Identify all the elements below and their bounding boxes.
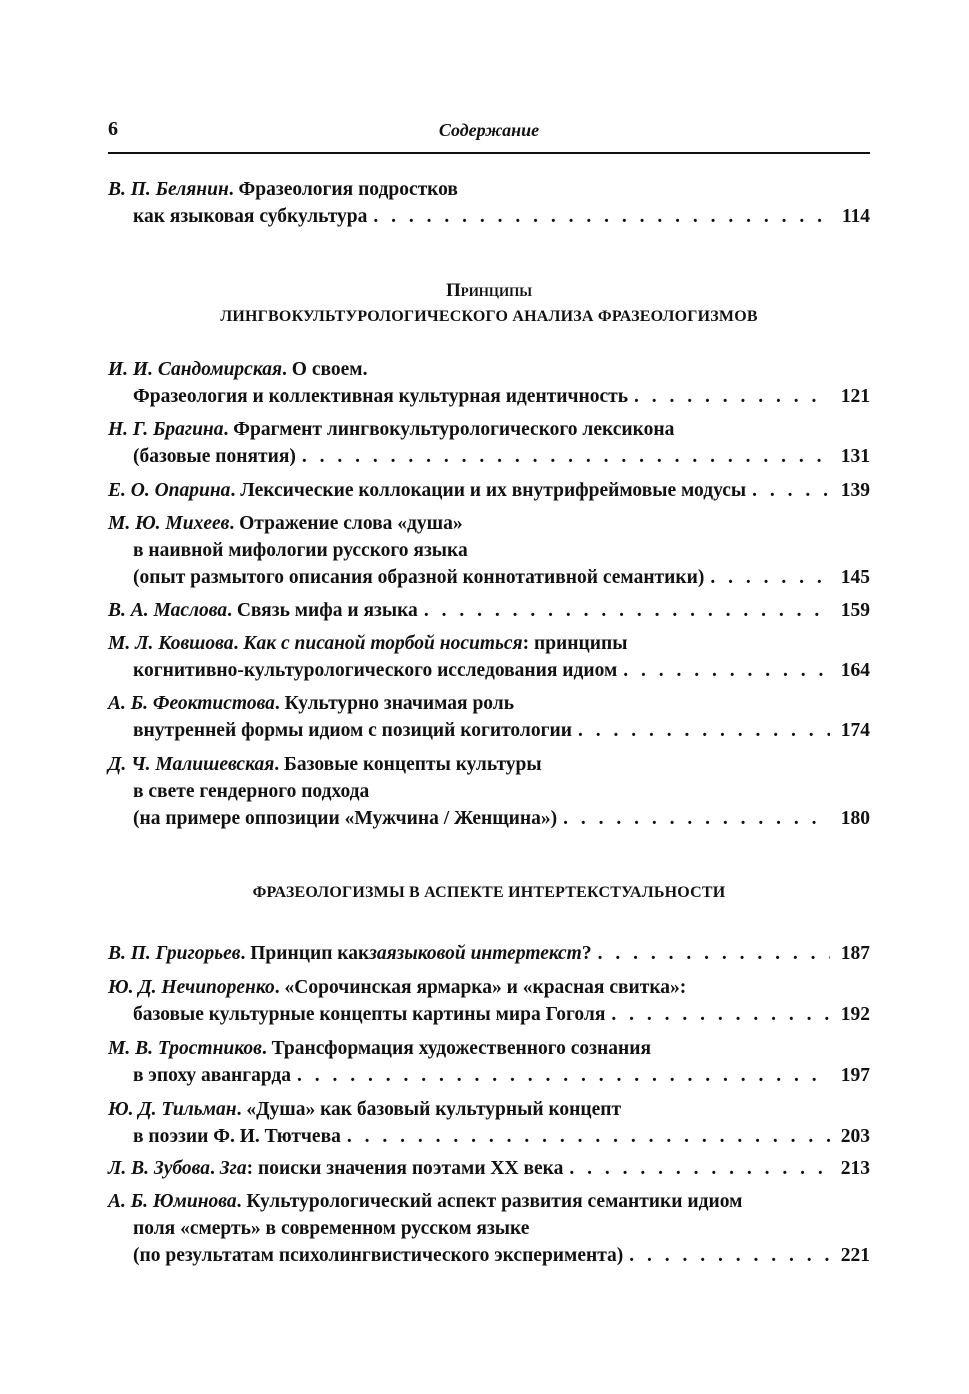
toc-page-number: 114 [841,206,870,227]
toc-page-number: 174 [840,720,870,741]
toc-entry[interactable]: А. Б. Феоктистова . Культурно значимая роль внутренней формы идиом с позиций когитологии . . . 174 [108,690,870,744]
toc-entry[interactable]: Д. Ч. Малишевская . Базовые концепты культуры в свете гендерного подхода (на примере оппозиции «Мужчина / Женщина») . . . 180 [108,751,870,832]
leader-dots [297,1062,830,1089]
toc-entry[interactable]: М. Ю. Михеев . Отражение слова «душа» в наивной мифологии русского языка (опыт размытого описания образной коннотативной семантики) . . . 145 [108,510,870,591]
leader-dots [373,203,830,230]
section-title: ФРАЗЕОЛОГИЗМЫ В АСПЕКТЕ ИНТЕРТЕКСТУАЛЬНОСТИ [252,884,726,901]
toc-title: в поэзии Ф. И. Тютчева [133,1126,341,1147]
toc-entry[interactable]: Ю. Д. Нечипоренко . «Сорочинская ярмарка» и «красная свитка»: базовые культурные концепты картины мира Гоголя . . . 192 [108,974,870,1028]
toc-title: в эпоху авангарда [133,1065,292,1086]
toc-author: Н. Г. Брагина [108,419,224,440]
toc-title: Отражение слова «душа» [239,513,463,534]
toc-title: Культурно значимая роль [284,693,515,714]
toc-page-number: 131 [840,446,870,467]
toc-author: Ю. Д. Тильман [108,1099,237,1120]
toc-entry[interactable]: Н. Г. Брагина . Фрагмент лингвокультурологического лексикона (базовые понятия) . . . 131 [108,416,870,470]
toc-entry[interactable]: Л. В. Зубова . Зга : поиски значения поэтами XX века . . . 213 [108,1155,870,1182]
toc-title: «Сорочинская ярмарка» и «красная свитка»: [284,977,687,998]
section-title: Принципы [445,280,533,301]
toc-title: поля «смерть» в современном русском языке [133,1218,530,1239]
toc-title: Принцип как [250,943,370,964]
leader-dots [623,657,830,684]
page-number: 6 [108,118,118,140]
toc-page-number: 121 [840,386,870,407]
toc-title: как языковая субкультура [133,206,368,227]
toc-author: Л. В. Зубова [108,1158,211,1179]
toc-title: базовые культурные концепты картины мира Гоголя [133,1004,606,1025]
toc-author: В. А. Маслова [108,600,228,621]
toc-entry[interactable]: Ю. Д. Тильман . «Душа» как базовый культурный концепт в поэзии Ф. И. Тютчева . . . 203 [108,1096,870,1150]
section-subtitle: ЛИНГВОКУЛЬТУРОЛОГИЧЕСКОГО АНАЛИЗА ФРАЗЕОЛОГИЗМОВ [220,308,758,325]
running-header [108,118,870,154]
toc-author: А. Б. Феоктистова [108,693,275,714]
toc-entry[interactable]: В. П. Григорьев . Принцип как заязыковой интертекст ? . . . 187 [108,940,870,967]
toc-title-italic: Зга [219,1158,247,1179]
running-title: Содержание [438,120,540,140]
leader-dots [710,564,830,591]
toc-title: в свете гендерного подхода [133,781,370,802]
toc-title: Трансформация художественного сознания [271,1038,652,1059]
toc-title: (на примере оппозиции «Мужчина / Женщина») [133,808,558,829]
toc-title: внутренней формы идиом с позиций когитологии [133,720,572,741]
toc-entry[interactable]: М. В. Тростников . Трансформация художественного сознания в эпоху авангарда . . . 197 [108,1035,870,1089]
toc-author: В. П. Белянин [108,179,229,200]
toc-author: Ю. Д. Нечипоренко [108,977,275,998]
toc-page-number: 213 [840,1158,870,1179]
toc-title: Культурологический аспект развития семантики идиом [246,1191,743,1212]
toc-title: (по результатам психолингвистического эксперимента) [133,1245,624,1266]
toc-page-number: 139 [840,480,870,501]
leader-dots [302,443,830,470]
toc-entry[interactable]: И. И. Сандомирская . О своем. Фразеология и коллективная культурная идентичность . . . 121 [108,356,870,410]
toc-page-number: 203 [840,1126,870,1147]
toc-title: Базовые концепты культуры [284,754,542,775]
toc-title: Фрагмент лингвокультурологического лексикона [233,419,675,440]
toc-title: (базовые понятия) [133,446,296,467]
toc-title: когнитивно-культурологического исследования идиом [133,660,618,681]
toc-title-italic: заязыковой интертекст [369,943,582,964]
leader-dots [347,1123,830,1150]
toc-title-end: ? [581,943,592,964]
leader-dots [598,940,830,967]
leader-dots [629,1242,830,1269]
toc-title: Фразеология и коллективная культурная идентичность [133,386,629,407]
toc-author: М. Ю. Михеев [108,513,230,534]
toc-entry[interactable]: М. Л. Ковшова . Как с писаной торбой носиться : принципы когнитивно-культурологического исследования идиом . . . 164 [108,630,870,684]
leader-dots [752,477,830,504]
leader-dots [563,805,830,832]
toc-page-number: 180 [840,808,870,829]
toc-author: В. П. Григорьев [108,943,241,964]
toc-entry[interactable]: Е. О. Опарина . Лексические коллокации и их внутрифреймовые модусы . . . 139 [108,477,870,504]
leader-dots [569,1155,830,1182]
toc-entry[interactable]: В. П. Белянин . Фразеология подростков как языковая субкультура . . . 114 [108,176,870,230]
leader-dots [634,383,830,410]
toc-page-number: 192 [840,1004,870,1025]
toc-title: «Душа» как базовый культурный концепт [246,1099,622,1120]
toc-entry[interactable]: В. А. Маслова . Связь мифа и языка . . . 159 [108,597,870,624]
toc-title: Лексические коллокации и их внутрифреймовые модусы [240,480,747,501]
toc-title: : поиски значения поэтами XX века [246,1158,564,1179]
toc-author: М. В. Тростников [108,1038,262,1059]
toc-author: Е. О. Опарина [108,480,231,501]
toc-title: в наивной мифологии русского языка [133,540,468,561]
leader-dots [611,1001,830,1028]
toc-page-number: 197 [840,1065,870,1086]
leader-dots [424,597,830,624]
toc-page-number: 164 [840,660,870,681]
toc-page-number: 187 [840,943,870,964]
toc-author: М. Л. Ковшова [108,633,234,654]
toc-author: А. Б. Юминова [108,1191,237,1212]
toc-title: О своем. [291,359,368,380]
toc-title-italic: Как с писаной торбой носиться [243,633,523,654]
toc-page-number: 221 [840,1245,870,1266]
toc-title: : принципы [522,633,628,654]
toc-entry[interactable]: А. Б. Юминова . Культурологический аспект развития семантики идиом поля «смерть» в современном русском языке (по результатам психолингвистического эксперимента) . . . 221 [108,1188,870,1269]
toc-title: Связь мифа и языка [236,600,418,621]
toc-title: Фразеология подростков [238,179,458,200]
leader-dots [578,717,830,744]
toc-author: И. И. Сандомирская [108,359,283,380]
toc-author: Д. Ч. Малишевская [108,754,275,775]
toc-page-number: 159 [840,600,870,621]
toc-page-number: 145 [840,567,870,588]
toc-title: (опыт размытого описания образной коннотативной семантики) [133,567,705,588]
